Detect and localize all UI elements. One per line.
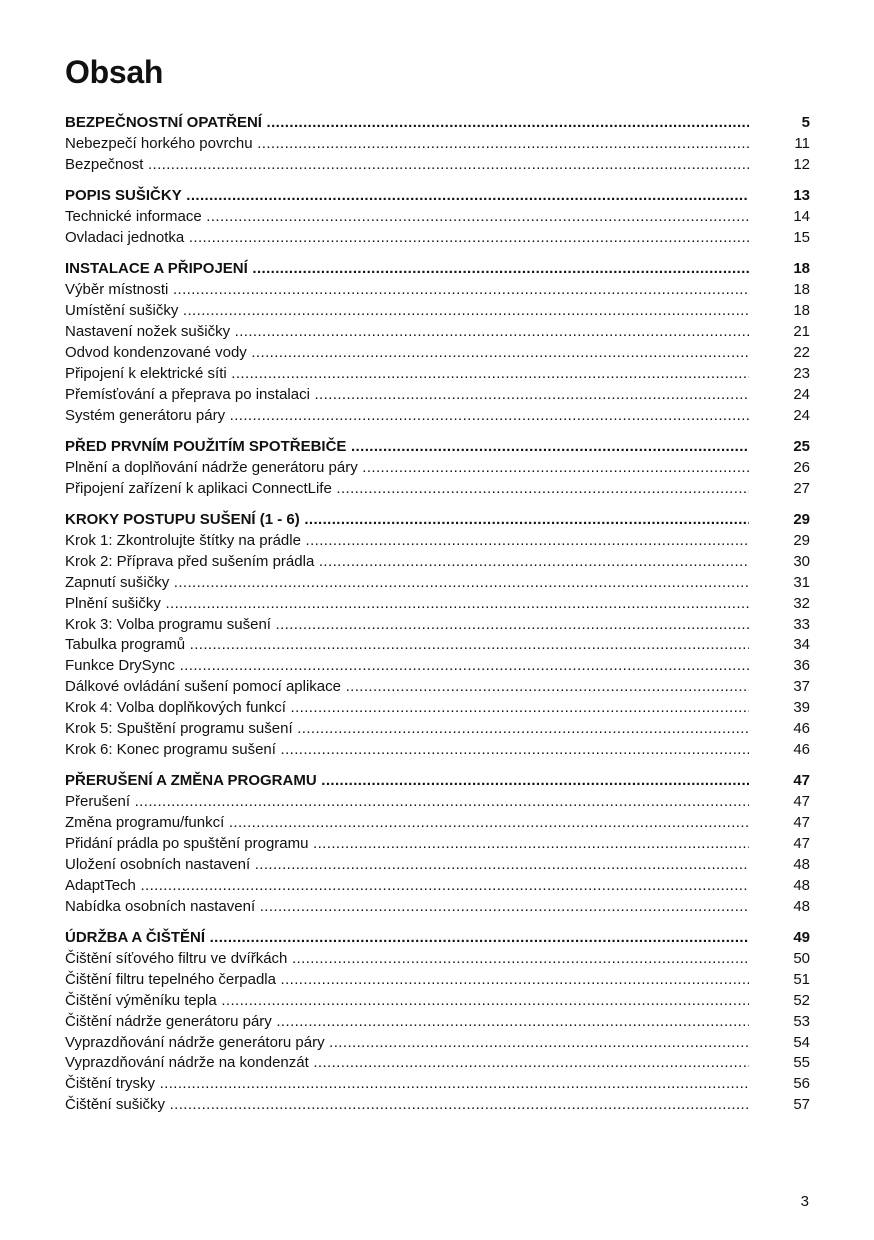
toc-entry-page: 53: [793, 1012, 810, 1030]
toc-entry-title: Vyprazdňování nádrže generátoru páry .....: [65, 1033, 749, 1054]
table-of-contents: [65, 113, 810, 1127]
toc-entry[interactable]: [65, 991, 810, 1012]
toc-entry-title: INSTALACE A PŘIPOJENÍ .....: [65, 259, 749, 280]
toc-entry-page: 51: [793, 970, 810, 988]
toc-entry-title: Vyprazdňování nádrže na kondenzát .....: [65, 1053, 749, 1074]
toc-entry-page: 25: [793, 437, 810, 455]
page-title: Obsah: [65, 54, 164, 90]
toc-section: [65, 928, 810, 1116]
toc-entry-page: 24: [793, 406, 810, 424]
toc-section-heading[interactable]: [65, 771, 810, 792]
toc-entry-title: Krok 5: Spuštění programu sušení .....: [65, 719, 749, 740]
toc-entry-page: 15: [793, 228, 810, 246]
toc-entry-page: 12: [793, 155, 810, 173]
toc-entry[interactable]: [65, 1095, 810, 1116]
toc-entry[interactable]: [65, 280, 810, 301]
toc-entry[interactable]: [65, 301, 810, 322]
toc-entry-page: 14: [793, 208, 810, 226]
toc-entry-title: Zapnutí sušičky .....: [65, 573, 749, 594]
toc-entry-page: 47: [793, 814, 810, 832]
toc-entry-page: 32: [793, 594, 810, 612]
toc-entry-title: Nabídka osobních nastavení .....: [65, 897, 749, 918]
toc-entry-title: Čištění trysky .....: [65, 1074, 749, 1095]
toc-entry-page: 24: [793, 385, 810, 403]
toc-entry-page: 46: [793, 740, 810, 758]
toc-entry-title: Tabulka programů .....: [65, 635, 749, 656]
toc-entry[interactable]: [65, 792, 810, 813]
toc-entry-title: PŘERUŠENÍ A ZMĚNA PROGRAMU .....: [65, 771, 749, 792]
toc-entry[interactable]: [65, 207, 810, 228]
toc-entry[interactable]: [65, 876, 810, 897]
toc-section: [65, 771, 810, 917]
toc-entry[interactable]: [65, 458, 810, 479]
toc-entry[interactable]: [65, 949, 810, 970]
toc-entry[interactable]: [65, 479, 810, 500]
toc-section: [65, 186, 810, 249]
toc-entry-page: 36: [793, 657, 810, 675]
toc-entry-page: 18: [793, 281, 810, 299]
toc-entry-page: 52: [793, 991, 810, 1009]
toc-entry[interactable]: [65, 134, 810, 155]
toc-section-heading[interactable]: [65, 113, 810, 134]
toc-entry-title: Plnění a doplňování nádrže generátoru páry .....: [65, 458, 749, 479]
toc-entry-title: POPIS SUŠIČKY .....: [65, 186, 749, 207]
toc-entry-title: Bezpečnost .....: [65, 155, 749, 176]
toc-entry[interactable]: [65, 322, 810, 343]
toc-entry-page: 48: [793, 876, 810, 894]
toc-entry-title: Dálkové ovládání sušení pomocí aplikace .....: [65, 677, 749, 698]
toc-entry-page: 13: [793, 187, 810, 205]
toc-entry[interactable]: [65, 573, 810, 594]
toc-entry[interactable]: [65, 385, 810, 406]
toc-section-heading[interactable]: [65, 186, 810, 207]
toc-entry[interactable]: [65, 1012, 810, 1033]
toc-entry-title: Čištění nádrže generátoru páry .....: [65, 1012, 749, 1033]
toc-entry-page: 29: [793, 511, 810, 529]
toc-entry-page: 5: [801, 114, 810, 131]
toc-entry-title: Uložení osobních nastavení .....: [65, 855, 749, 876]
toc-entry[interactable]: [65, 970, 810, 991]
page-number: 3: [800, 1193, 809, 1210]
toc-entry[interactable]: [65, 155, 810, 176]
toc-entry-title: Umístění sušičky .....: [65, 301, 749, 322]
toc-entry-page: 54: [793, 1033, 810, 1051]
toc-entry-page: 56: [793, 1075, 810, 1093]
toc-entry-title: Krok 6: Konec programu sušení .....: [65, 740, 749, 761]
toc-entry[interactable]: [65, 656, 810, 677]
toc-entry-page: 29: [793, 532, 810, 550]
toc-entry[interactable]: [65, 406, 810, 427]
toc-entry-title: Nastavení nožek sušičky .....: [65, 322, 749, 343]
toc-entry-title: Přerušení .....: [65, 792, 749, 813]
toc-entry-page: 39: [793, 699, 810, 717]
toc-entry-page: 11: [794, 134, 810, 152]
toc-section-heading[interactable]: [65, 259, 810, 280]
toc-entry-title: Systém generátoru páry .....: [65, 406, 749, 427]
toc-section-heading[interactable]: [65, 928, 810, 949]
toc-entry[interactable]: [65, 813, 810, 834]
toc-entry-title: AdaptTech .....: [65, 876, 749, 897]
toc-entry-page: 34: [793, 636, 810, 654]
toc-entry[interactable]: [65, 897, 810, 918]
toc-entry-page: 48: [793, 897, 810, 915]
toc-entry-title: Krok 4: Volba doplňkových funkcí .....: [65, 698, 749, 719]
toc-section: [65, 113, 810, 176]
toc-entry[interactable]: [65, 855, 810, 876]
toc-entry-title: PŘED PRVNÍM POUŽITÍM SPOTŘEBIČE .....: [65, 437, 749, 458]
toc-entry[interactable]: [65, 552, 810, 573]
toc-entry-page: 49: [793, 929, 810, 947]
toc-entry-title: Krok 3: Volba programu sušení .....: [65, 615, 749, 636]
toc-entry-title: Funkce DrySync .....: [65, 656, 749, 677]
toc-entry-page: 22: [793, 343, 810, 361]
toc-entry-page: 18: [793, 260, 810, 278]
toc-entry-page: 46: [793, 720, 810, 738]
toc-entry[interactable]: [65, 1074, 810, 1095]
toc-entry-title: Krok 1: Zkontrolujte štítky na prádle .....: [65, 531, 749, 552]
toc-section: [65, 437, 810, 500]
toc-entry-title: Čištění sušičky .....: [65, 1095, 749, 1116]
toc-entry-title: Přidání prádla po spuštění programu .....: [65, 834, 749, 855]
toc-entry-page: 26: [793, 458, 810, 476]
toc-entry[interactable]: [65, 698, 810, 719]
toc-entry[interactable]: [65, 343, 810, 364]
toc-entry-title: Ovladaci jednotka .....: [65, 228, 749, 249]
toc-entry-page: 47: [793, 793, 810, 811]
toc-section: [65, 510, 810, 761]
toc-entry-title: Připojení k elektrické síti .....: [65, 364, 749, 385]
toc-entry-title: Připojení zařízení k aplikaci ConnectLife .....: [65, 479, 749, 500]
toc-entry[interactable]: [65, 635, 810, 656]
toc-entry-page: 27: [793, 479, 810, 497]
toc-entry[interactable]: [65, 1053, 810, 1074]
toc-entry-page: 55: [793, 1054, 810, 1072]
toc-section: [65, 259, 810, 426]
toc-entry[interactable]: [65, 719, 810, 740]
toc-entry-page: 21: [793, 323, 810, 341]
toc-entry-page: 31: [793, 573, 810, 591]
toc-entry-title: KROKY POSTUPU SUŠENÍ (1 - 6) .....: [65, 510, 749, 531]
toc-section-heading[interactable]: [65, 437, 810, 458]
toc-entry-title: Odvod kondenzované vody .....: [65, 343, 749, 364]
toc-entry[interactable]: [65, 531, 810, 552]
toc-entry-title: Změna programu/funkcí .....: [65, 813, 749, 834]
toc-entry-title: Čištění výměníku tepla .....: [65, 991, 749, 1012]
toc-entry[interactable]: [65, 677, 810, 698]
toc-entry[interactable]: [65, 594, 810, 615]
toc-entry-page: 18: [793, 302, 810, 320]
toc-entry[interactable]: [65, 834, 810, 855]
toc-entry-title: Čištění síťového filtru ve dvířkách .....: [65, 949, 749, 970]
toc-entry-title: Plnění sušičky .....: [65, 594, 749, 615]
toc-entry-page: 37: [793, 678, 810, 696]
toc-entry[interactable]: [65, 615, 810, 636]
toc-entry[interactable]: [65, 364, 810, 385]
toc-entry-page: 48: [793, 855, 810, 873]
toc-entry-page: 30: [793, 552, 810, 570]
toc-entry-title: ÚDRŽBA A ČIŠTĚNÍ .....: [65, 928, 749, 949]
toc-entry-page: 23: [793, 364, 810, 382]
toc-entry-title: Technické informace .....: [65, 207, 749, 228]
toc-entry-page: 47: [793, 835, 810, 852]
toc-section-heading[interactable]: [65, 510, 810, 531]
toc-entry-page: 57: [793, 1096, 810, 1114]
toc-entry-title: Čištění filtru tepelného čerpadla .....: [65, 970, 749, 991]
toc-entry-page: 47: [793, 772, 810, 790]
toc-entry-title: Přemísťování a přeprava po instalaci .....: [65, 385, 749, 406]
toc-entry-title: Nebezpečí horkého povrchu .....: [65, 134, 749, 155]
toc-entry-title: Krok 2: Příprava před sušením prádla .....: [65, 552, 749, 573]
toc-entry-title: Výběr místnosti .....: [65, 280, 749, 301]
toc-entry-title: BEZPEČNOSTNÍ OPATŘENÍ .....: [65, 113, 749, 134]
toc-entry[interactable]: [65, 1033, 810, 1054]
toc-entry-page: 50: [793, 949, 810, 967]
toc-entry-page: 33: [793, 615, 810, 633]
toc-entry[interactable]: [65, 740, 810, 761]
toc-entry[interactable]: [65, 228, 810, 249]
